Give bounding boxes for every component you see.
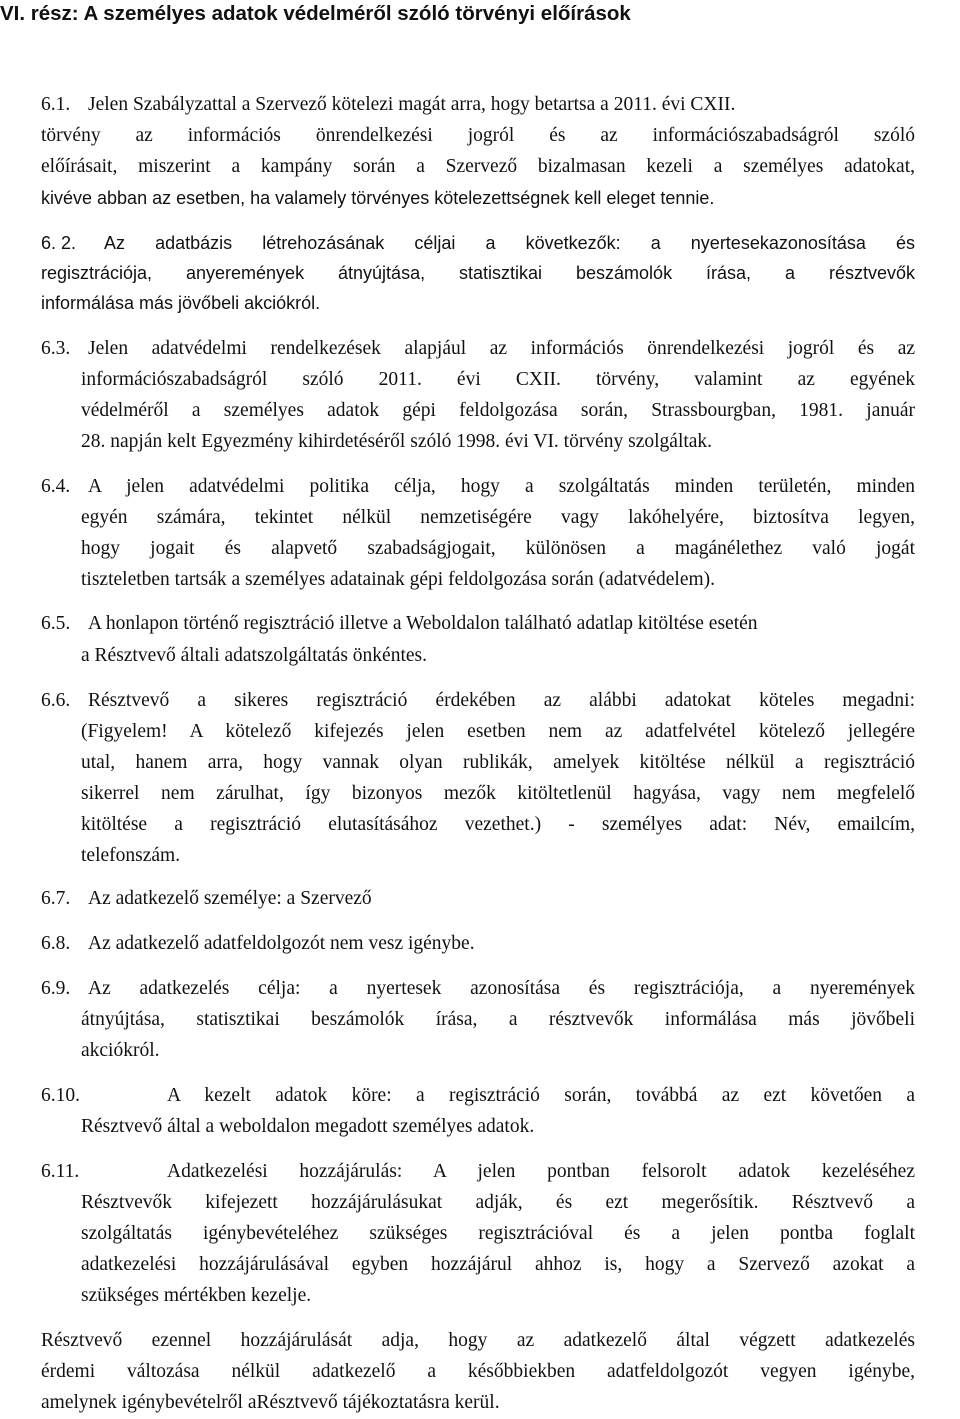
paragraph-line: Jelen adatvédelmi rendelkezések alapjául az információs önrendelkezési jogról és az <box>88 338 915 359</box>
paragraph-line: (Figyelem! A kötelező kifejezés jelen esetben nem az adatfelvétel kötelező jellegére <box>81 721 915 742</box>
paragraph-line: sikerrel nem zárulhat, így bizonyos mezők kitöltetlenül hagyása, vagy nem megfelelő <box>81 783 915 804</box>
paragraph-line: A jelen adatvédelmi politika célja, hogy a szolgáltatás minden területén, minden <box>88 476 915 497</box>
paragraph-line: egyén számára, tekintet nélkül nemzetiségére vagy lakóhelyére, biztosítva legyen, <box>81 507 915 528</box>
paragraph-line: Résztvevő a sikeres regisztráció érdekében az alábbi adatokat köteles megadni: <box>88 690 915 711</box>
section-heading: VI. rész: A személyes adatok védelméről szóló törvényi előírások <box>0 2 631 25</box>
paragraph-number: 6.6. <box>41 690 71 711</box>
paragraph-line: hogy jogait és alapvető szabadságjogait, különösen a magánélethez való jogát <box>81 538 915 559</box>
paragraph-line: védelméről a személyes adatok gépi feldolgozása során, Strassbourgban, 1981. január <box>81 400 915 421</box>
paragraph-number: 6. 2. <box>41 233 77 253</box>
paragraph-number: 6.9. <box>41 978 71 999</box>
paragraph-line: szükséges mértékben kezelje. <box>81 1285 312 1306</box>
paragraph-line: információszabadságról szóló 2011. évi CXII. törvény, valamint az egyének <box>81 369 915 390</box>
paragraph-line: Az adatkezelő adatfeldolgozót nem vesz igénybe. <box>88 933 475 954</box>
paragraph-line: adatkezelési hozzájárulásával egyben hozzájárul ahhoz is, hogy a Szervező azokat a <box>81 1254 915 1275</box>
paragraph-line: informálása más jövőbeli akciókról. <box>41 293 321 313</box>
paragraph-line: regisztrációja, anyeremények átnyújtása, statisztikai beszámolók írása, a résztvevők <box>41 263 915 283</box>
paragraph-line: kitöltése a regisztráció elutasításához vezethet.) - személyes adat: Név, emailcím, <box>81 814 915 835</box>
paragraph-line: Résztvevő által a weboldalon megadott személyes adatok. <box>81 1116 535 1137</box>
paragraph-number: 6.1. <box>41 94 71 115</box>
paragraph-line: előírásait, miszerint a kampány során a Szervező bizalmasan kezeli a személyes adatokat, <box>41 156 915 177</box>
paragraph-line: A kezelt adatok köre: a regisztráció során, továbbá az ezt követően a <box>167 1085 915 1106</box>
paragraph-line: Az adatkezelés célja: a nyertesek azonosítása és regisztrációja, a nyeremények <box>88 978 915 999</box>
paragraph-line: törvény az információs önrendelkezési jogról és az információszabadságról szóló <box>41 125 915 146</box>
paragraph-line: Az adatkezelő személye: a Szervező <box>88 888 372 909</box>
paragraph-line: szolgáltatás igénybevételéhez szükséges regisztrációval és a jelen pontba foglalt <box>81 1223 915 1244</box>
paragraph-line: Az adatbázis létrehozásának céljai a következők: a nyertesekazonosítása és <box>104 233 915 253</box>
paragraph-line: átnyújtása, statisztikai beszámolók írása, a résztvevők informálása más jövőbeli <box>81 1009 915 1030</box>
paragraph-line: telefonszám. <box>81 845 181 866</box>
paragraph-number: 6.11. <box>41 1161 80 1182</box>
paragraph-number: 6.3. <box>41 338 71 359</box>
paragraph-number: 6.5. <box>41 613 71 634</box>
paragraph-line: Jelen Szabályzattal a Szervező kötelezi magát arra, hogy betartsa a 2011. évi CXII. <box>88 94 736 115</box>
paragraph-line: tiszteletben tartsák a személyes adatainak gépi feldolgozása során (adatvédelem). <box>81 569 716 590</box>
paragraph-line: a Résztvevő általi adatszolgáltatás önkéntes. <box>81 645 428 666</box>
closing-line: amelynek igénybevételről aRésztvevő tájékoztatásra kerül. <box>41 1392 500 1413</box>
paragraph-number: 6.7. <box>41 888 71 909</box>
paragraph-line: A honlapon történő regisztráció illetve a Weboldalon található adatlap kitöltése esetén <box>88 613 758 634</box>
closing-line: érdemi változása nélkül adatkezelő a későbbiekben adatfeldolgozót vegyen igénybe, <box>41 1361 915 1382</box>
closing-line: Résztvevő ezennel hozzájárulását adja, hogy az adatkezelő által végzett adatkezelés <box>41 1330 915 1351</box>
paragraph-line: 28. napján kelt Egyezmény kihirdetéséről szóló 1998. évi VI. törvény szolgáltak. <box>81 431 713 452</box>
paragraph-line: akciókról. <box>81 1040 160 1061</box>
paragraph-line: kivéve abban az esetben, ha valamely törvényes kötelezettségnek kell eleget tennie. <box>41 188 715 208</box>
paragraph-line: Adatkezelési hozzájárulás: A jelen pontban felsorolt adatok kezeléséhez <box>167 1161 915 1182</box>
paragraph-number: 6.4. <box>41 476 71 497</box>
paragraph-line: Résztvevők kifejezett hozzájárulásukat adják, és ezt megerősítik. Résztvevő a <box>81 1192 915 1213</box>
paragraph-line: utal, hanem arra, hogy vannak olyan rublikák, amelyek kitöltése nélkül a regisztráció <box>81 752 915 773</box>
paragraph-number: 6.8. <box>41 933 71 954</box>
paragraph-number: 6.10. <box>41 1085 80 1106</box>
